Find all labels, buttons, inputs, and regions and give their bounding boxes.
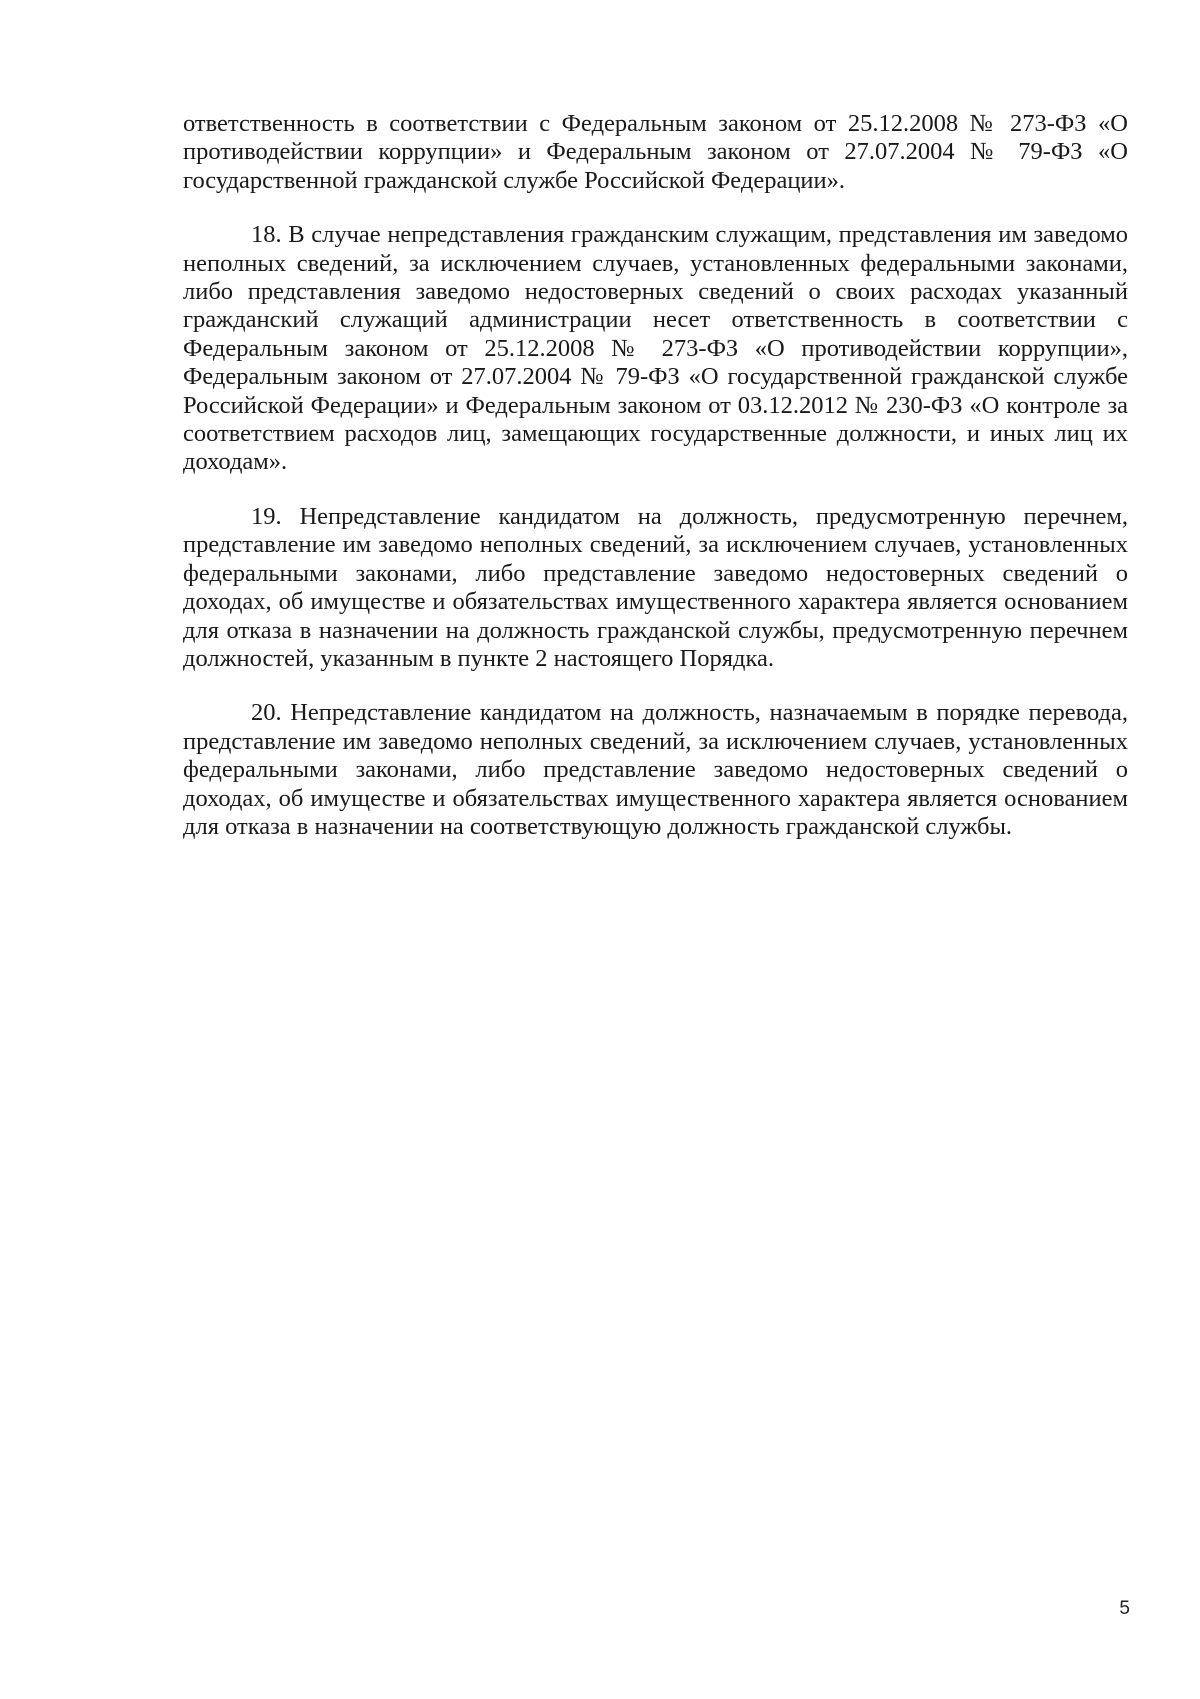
page-number: 5 — [1119, 1598, 1130, 1619]
paragraph-20: 20. Непредставление кандидатом на должность, назначаемым в порядке перевода, представление им заведомо неполных сведений, за исключением случаев, установленных федеральными законами, либо представление заведомо недостоверных сведений о доходах, об имуществе и обязательствах имущественного характера является основанием для отказа в назначении на соответствующую должность гражданской службы. — [183, 699, 1128, 840]
document-body — [183, 110, 1128, 867]
paragraph-19: 19. Непредставление кандидатом на должность, предусмотренную перечнем, представление им заведомо неполных сведений, за исключением случаев, установленных федеральными законами, либо представление заведомо недостоверных сведений о доходах, об имуществе и обязательствах имущественного характера является основанием для отказа в назначении на должность гражданской службы, предусмотренную перечнем должностей, указанным в пункте 2 настоящего Порядка. — [183, 502, 1128, 672]
paragraph-continuation: ответственность в соответствии с Федеральным законом от 25.12.2008 № 273-ФЗ «О противодействии коррупции» и Федеральным законом от 27.07.2004 № 79-ФЗ «О государственной гражданской службе Российской Федерации». — [183, 110, 1128, 194]
paragraph-18: 18. В случае непредставления гражданским служащим, представления им заведомо неполных сведений, за исключением случаев, установленных федеральными законами, либо представления заведомо недостоверных сведений о своих расходах указанный гражданский служащий администрации несет ответственность в соответствии с Федеральным законом от 25.12.2008 № 273-ФЗ «О противодействии коррупции», Федеральным законом от 27.07.2004 № 79-ФЗ «О государственной гражданской службе Российской Федерации» и Федеральным законом от 03.12.2012 № 230-ФЗ «О контроле за соответствием расходов лиц, замещающих государственные должности, и иных лиц их доходам». — [183, 221, 1128, 476]
